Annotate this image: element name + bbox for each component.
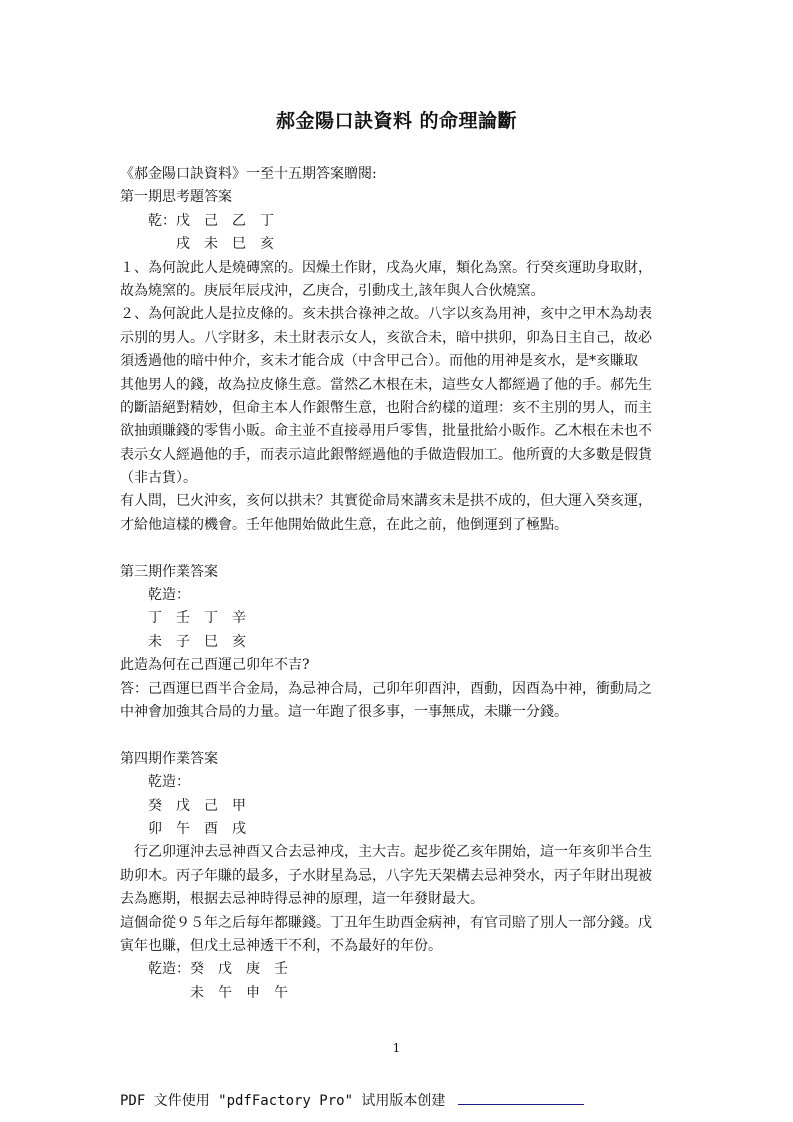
text-line: 其他男人的錢，故為拉皮條生意。當然乙木根在未，這些女人都經過了他的手。郝先生: [120, 376, 652, 393]
text-line: 丁 壬 丁 辛: [120, 610, 246, 627]
page-number: 1: [392, 1041, 401, 1055]
text-line: 《郝金陽口訣資料》一至十五期答案贈閱:: [120, 166, 377, 182]
footer-text: PDF 文件使用 "pdfFactory Pro" 试用版本创建: [120, 1093, 446, 1109]
text-line: ２、為何說此人是拉皮條的。亥未拱合祿神之故。八字以亥為用神，亥中之甲木為劫表: [120, 306, 652, 323]
text-line: 表示女人經過他的手，而表示這此銀幣經過他的手做造假加工。他所賣的大多數是假貨: [120, 446, 652, 463]
text-line: 戌 未 巳 亥: [120, 236, 274, 253]
text-line: 中神會加強其合局的力量。這一年跑了很多事，一事無成，未賺一分錢。: [120, 703, 568, 720]
text-line: 第三期作業答案: [120, 563, 218, 580]
text-line: １、為何說此人是燒磚窯的。因燥土作財，戌為火庫，類化為窯。行癸亥運助身取財，: [120, 259, 652, 276]
text-line: 去為應期，根据去忌神時得忌神的原理，這一年發財最大。: [120, 891, 484, 908]
text-line: 寅年也賺，但戊土忌神透干不利，不為最好的年份。: [120, 937, 442, 954]
text-line: 助卯木。丙子年賺的最多，子水財星為忌，八字先天架構去忌神癸水，丙子年財出現被: [120, 867, 652, 884]
text-line: 的斷語絕對精妙，但命主本人作銀幣生意，也附合約樣的道理：亥不主別的男人，而主: [120, 399, 652, 416]
text-line: （非古貨）。: [120, 470, 197, 487]
text-line: 乾造：癸 戊 庚 壬: [120, 961, 288, 978]
text-line: 乾造：: [120, 587, 190, 604]
document-body: [120, 163, 676, 1005]
text-line: 才給他這樣的機會。壬年他開始做此生意，在此之前，他倒運到了極點。: [120, 516, 568, 533]
text-line: 未 午 申 午: [120, 984, 288, 1001]
text-line: 未 子 巳 亥: [120, 633, 246, 650]
blank-line: [120, 724, 676, 747]
text-line: 故為燒窯的。庚辰年辰戌沖，乙庚合，引動戌土,該年與人合伙燒窯。: [120, 282, 545, 299]
text-line: 須透過他的暗中仲介，亥未才能合成（中含甲己合）。而他的用神是亥水，是*亥賺取: [120, 353, 638, 370]
text-line: 乾造：: [120, 774, 190, 791]
text-line: 卯 午 酉 戌: [120, 820, 246, 837]
text-line: 乾：戊 己 乙 丁: [120, 212, 274, 229]
pdf-footer: [120, 1090, 584, 1110]
text-line: 第四期作業答案: [120, 750, 218, 767]
text-line: 此造為何在己酉運己卯年不吉?: [120, 657, 310, 674]
text-line: 有人問，巳火沖亥，亥何以拱未？其實從命局來講亥未是拱不成的，但大運入癸亥運，: [120, 493, 652, 510]
text-line: 第一期思考題答案: [120, 189, 232, 206]
text-line: 行乙卯運沖去忌神酉又合去忌神戌，主大吉。起步從乙亥年開始，這一年亥卯半合生: [120, 844, 652, 861]
text-line: 答：己酉運巳酉半合金局，為忌神合局，己卯年卯酉沖，酉動，因酉為中神，衝動局之: [120, 680, 652, 697]
text-line: 這個命從９５年之后每年都賺錢。丁丑年生助酉金病神，有官司賠了別人一部分錢。戊: [120, 914, 652, 931]
document-title: 郝金陽口訣資料 的命理論斷: [275, 110, 518, 132]
text-line: 示別的男人。八字財多，未土財表示女人，亥欲合未，暗中拱卯，卯為日主自己，故必: [120, 329, 652, 346]
footer-link-underline[interactable]: [458, 1092, 584, 1105]
blank-line: [120, 537, 676, 560]
text-line: 癸 戊 己 甲: [120, 797, 246, 814]
text-line: 欲抽頭賺錢的零售小販。命主並不直接尋用戶零售，批量批給小販作。乙木根在未也不: [120, 423, 652, 440]
